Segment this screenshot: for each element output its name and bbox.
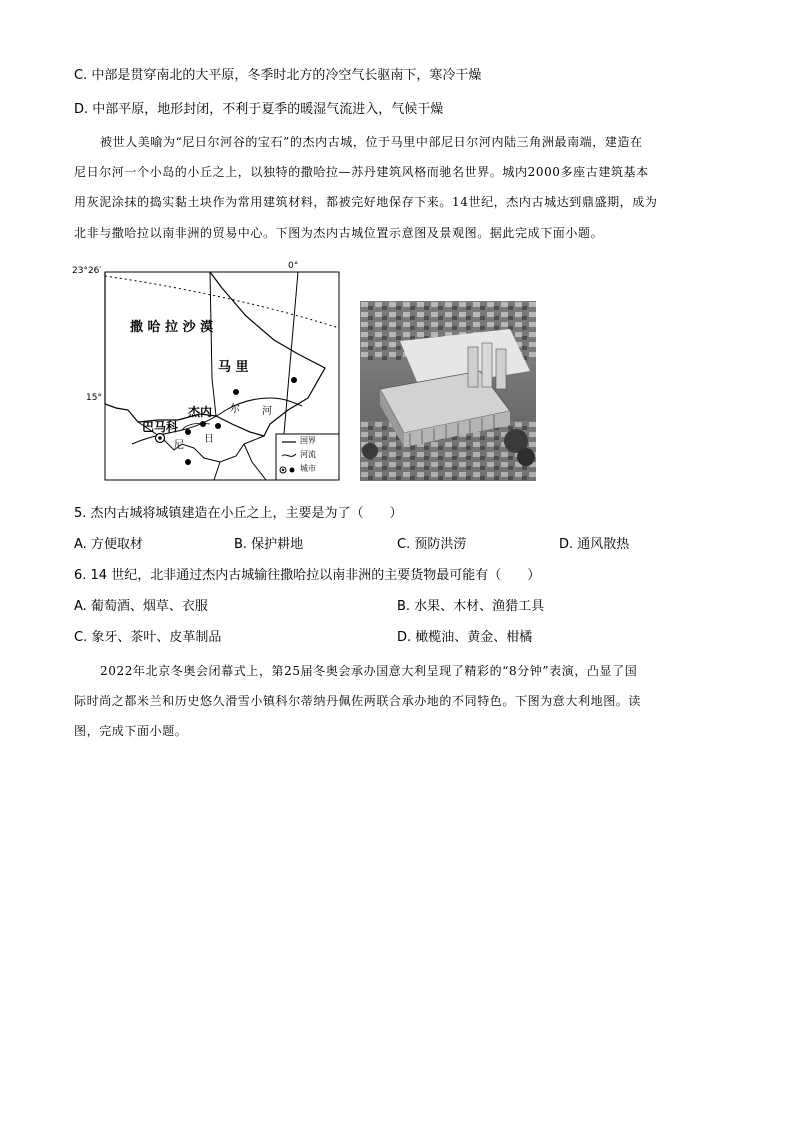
lat-15-label: 15° (86, 393, 102, 403)
legend-river-label: 河流 (300, 450, 316, 459)
city-dot (215, 423, 221, 429)
city-dot (233, 389, 239, 395)
q5-option-d[interactable]: D. 通风散热 (559, 537, 630, 552)
legend-city-icon (290, 468, 295, 473)
river-label-ri: 日 (204, 434, 214, 445)
jenne-landscape-photo (360, 301, 536, 481)
intro2-line-3: 图，完成下面小题。 (74, 724, 188, 738)
river-label-er: 尔 (230, 404, 240, 415)
option-c-prev: C. 中部是贯穿南北的大平原，冬季时北方的冷空气长驱南下，寒冷干燥 (74, 68, 482, 83)
jenne-location-map (70, 258, 345, 488)
q5-option-c[interactable]: C. 预防洪涝 (397, 537, 467, 552)
jenne-label: 杰内 (188, 405, 213, 419)
jenne-city-dot (200, 421, 206, 427)
legend-border-label: 国界 (300, 436, 316, 445)
city-dot (185, 459, 191, 465)
mali-label: 马 里 (218, 360, 249, 375)
q5-option-a[interactable]: A. 方便取材 (74, 537, 143, 552)
q6-option-c[interactable]: C. 象牙、茶叶、皮革制品 (74, 630, 222, 645)
river-label-ni: 尼 (174, 440, 184, 451)
intro2-line-2: 际时尚之都米兰和历史悠久滑雪小镇科尔蒂纳丹佩佐两联合承办地的不同特色。下图为意大利地图。读 (74, 694, 642, 708)
lat-tropic-label: 23°26′ (72, 266, 102, 276)
legend-city-label: 城市 (300, 464, 316, 473)
intro1-line-4: 北非与撒哈拉以南非洲的贸易中心。下图为杰内古城位置示意图及景观图。据此完成下面小题。 (74, 226, 604, 240)
sahara-label: 撒 哈 拉 沙 漠 (130, 320, 214, 335)
intro1-line-2: 尼日尔河一个小岛的小丘之上，以独特的撒哈拉—苏丹建筑风格而驰名世界。城内2000多座古建筑基本 (74, 165, 649, 179)
q5-option-b[interactable]: B. 保护耕地 (234, 537, 304, 552)
q6-option-b[interactable]: B. 水果、木材、渔猎工具 (397, 599, 545, 614)
city-dot (291, 377, 297, 383)
intro1-line-1: 被世人美喻为“尼日尔河谷的宝石”的杰内古城，位于马里中部尼日尔河内陆三角洲最南端，建造在 (100, 135, 643, 149)
q5-stem: 5. 杰内古城将城镇建造在小丘之上，主要是为了（ ） (74, 506, 403, 521)
intro2-line-1: 2022年北京冬奥会闭幕式上，第25届冬奥会承办国意大利呈现了精彩的“8分钟”表演，凸显了国 (100, 664, 638, 678)
city-dot (185, 429, 191, 435)
q6-stem: 6. 14 世纪，北非通过杰内古城输往撒哈拉以南非洲的主要货物最可能有（ ） (74, 568, 541, 583)
lon-zero-label: 0° (288, 261, 299, 271)
option-d-prev: D. 中部平原，地形封闭，不利于夏季的暖湿气流进入，气候干燥 (74, 102, 444, 117)
q6-option-a[interactable]: A. 葡萄酒、烟草、衣服 (74, 599, 208, 614)
q6-option-d[interactable]: D. 橄榄油、黄金、柑橘 (397, 630, 533, 645)
intro1-line-3: 用灰泥涂抹的捣实黏土块作为常用建筑材料，都被完好地保存下来。14世纪，杰内古城达到鼎盛期，成为 (74, 195, 658, 209)
bamako-label: 巴马科 (142, 420, 179, 434)
river-label-he: 河 (262, 406, 272, 417)
